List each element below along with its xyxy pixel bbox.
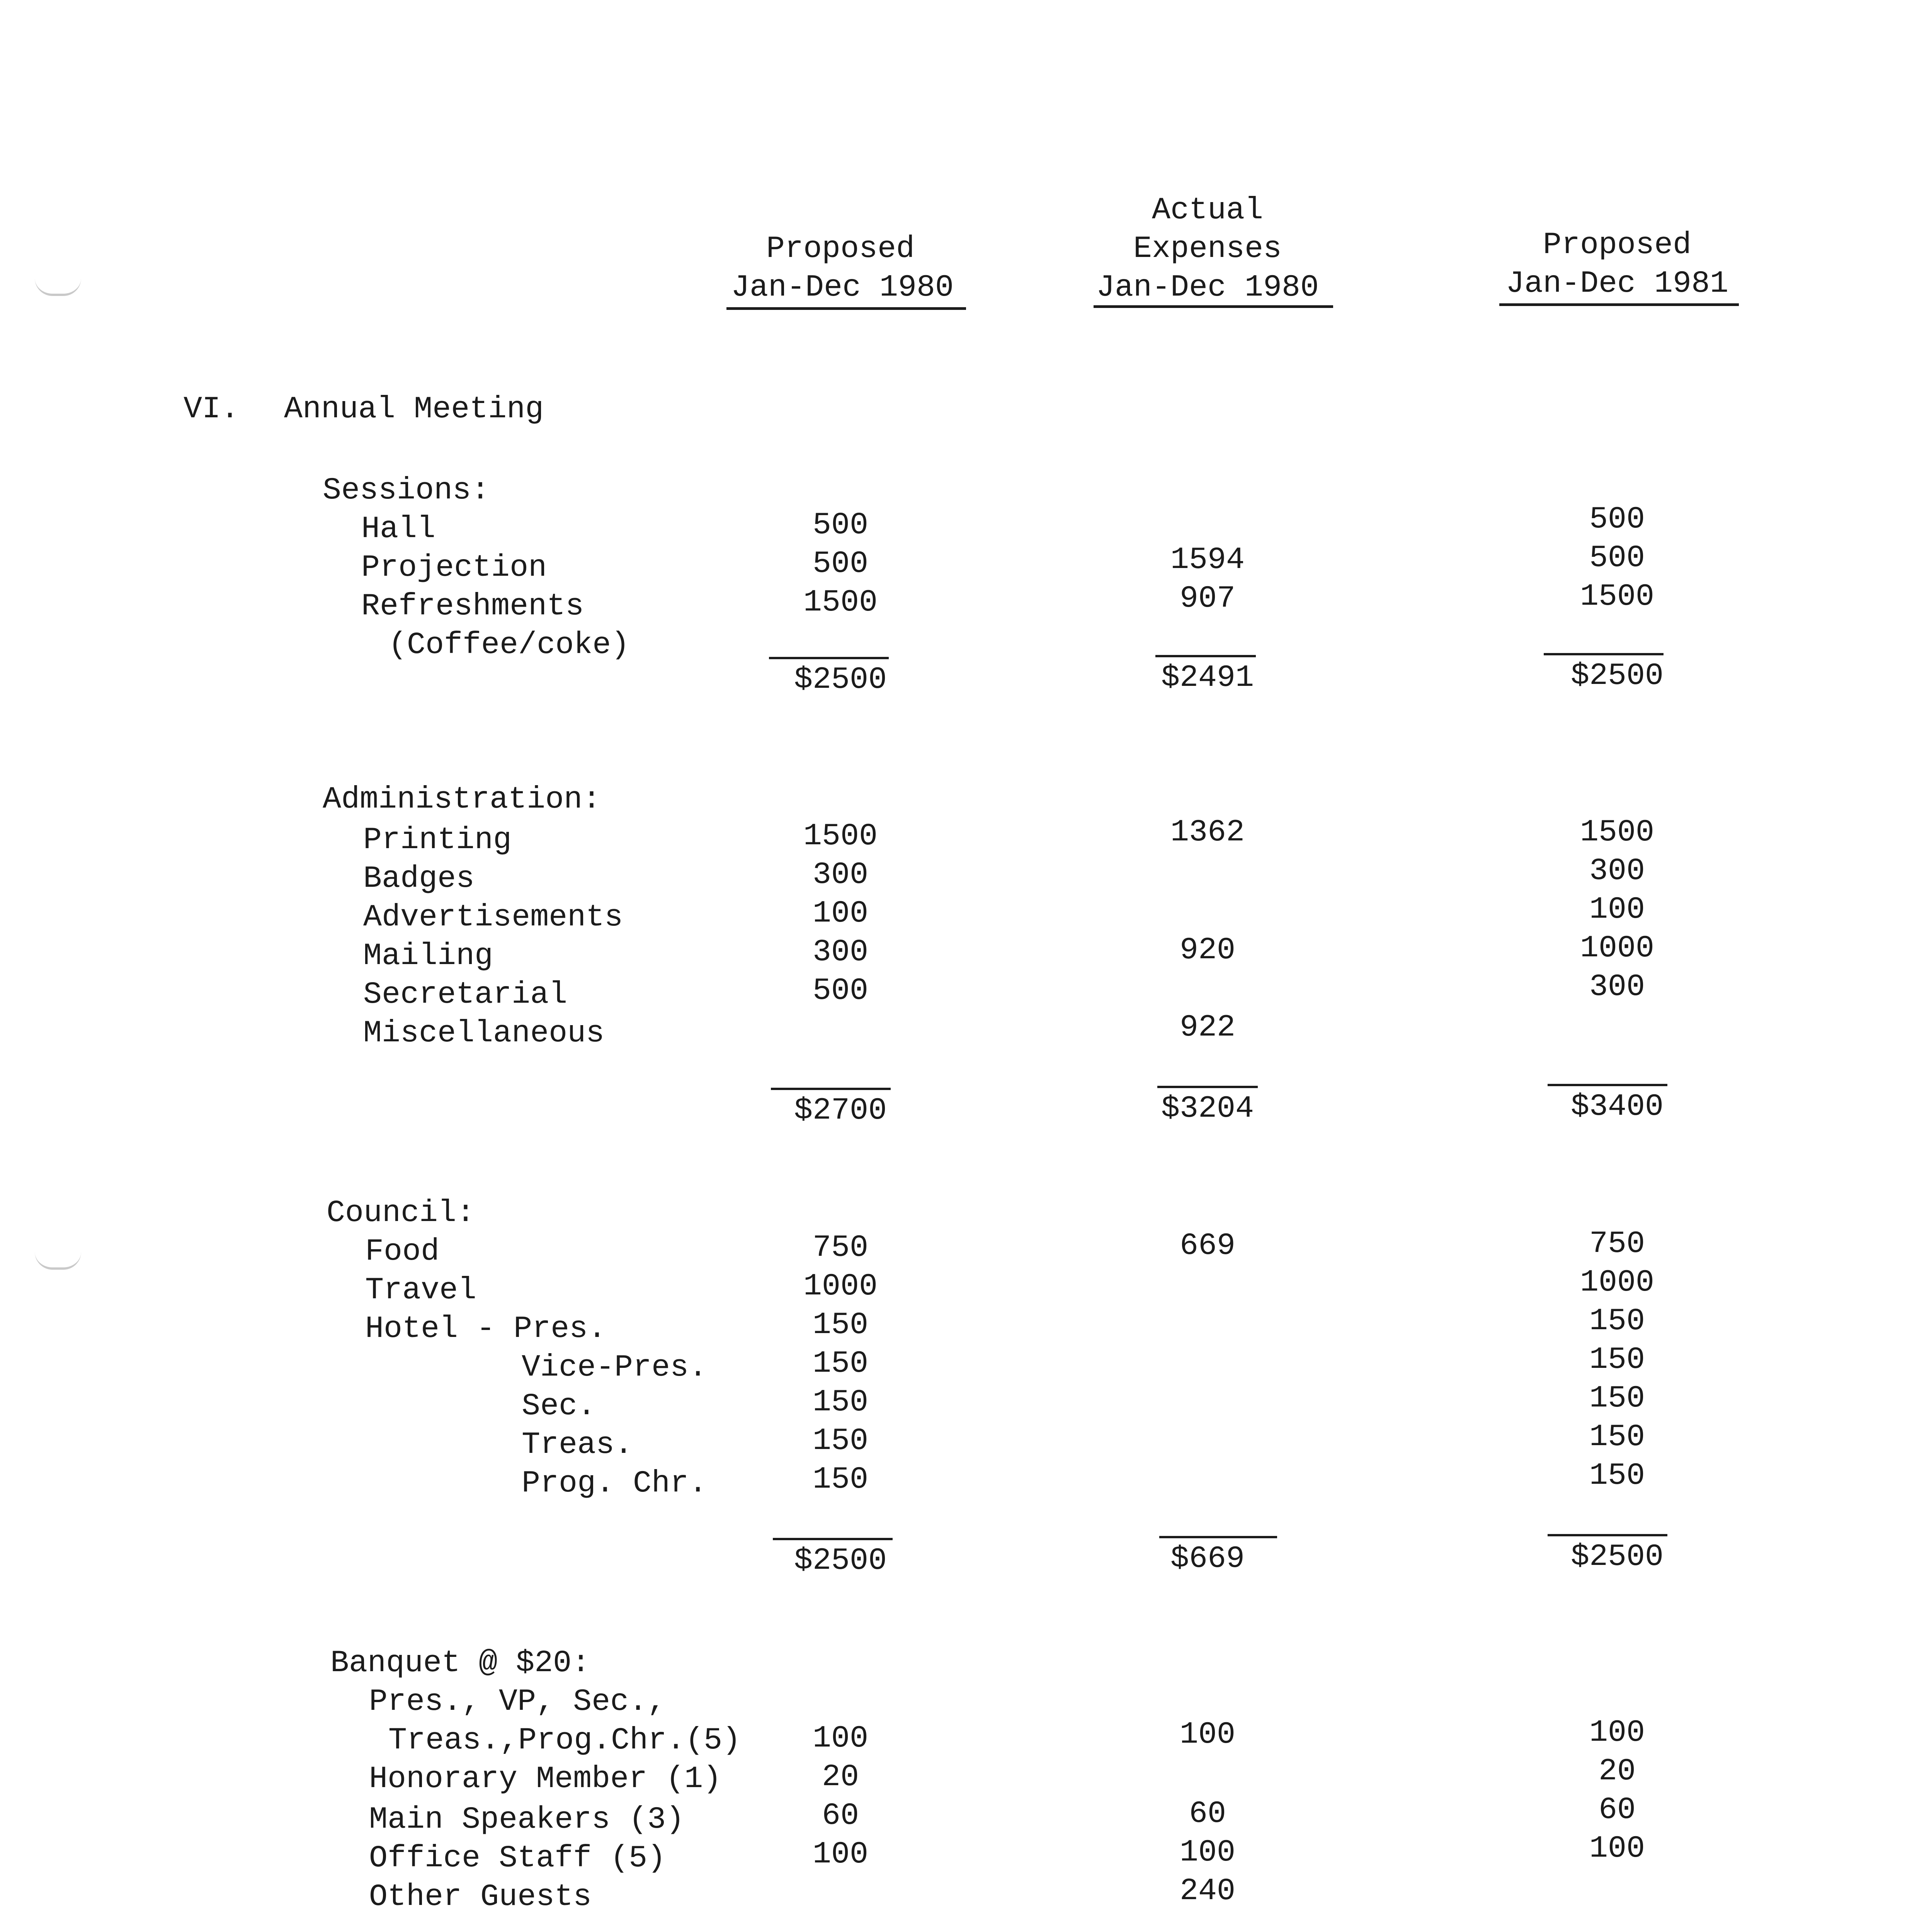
banquet-officers-c2: 100 xyxy=(1179,1717,1236,1752)
council-food-c1: 750 xyxy=(812,1230,869,1265)
header-col3-line1: Proposed xyxy=(1543,228,1692,263)
banquet-office-staff-c2: 100 xyxy=(1179,1835,1236,1870)
sessions-rule-c1 xyxy=(769,657,889,659)
banquet-label-office-staff: Office Staff (5) xyxy=(369,1841,666,1876)
binder-mark-top xyxy=(35,278,81,296)
admin-printing-c3: 1500 xyxy=(1580,815,1655,850)
council-label-vice-pres: Vice-Pres. xyxy=(522,1350,708,1385)
council-label-treas: Treas. xyxy=(522,1427,633,1463)
banquet-other-guests-c2: 240 xyxy=(1179,1874,1236,1909)
council-label-hotel-pres: Hotel - Pres. xyxy=(365,1311,607,1347)
banquet-speakers-c1: 60 xyxy=(822,1798,859,1833)
council-rule-c2 xyxy=(1159,1536,1277,1538)
header-col2-line3: Jan-Dec 1980 xyxy=(1096,270,1319,305)
section-title: Annual Meeting xyxy=(284,392,544,427)
header-col3-line2: Jan-Dec 1981 xyxy=(1505,266,1729,301)
banquet-label-other-guests: Other Guests xyxy=(369,1879,592,1915)
banquet-honorary-c3: 20 xyxy=(1598,1754,1636,1789)
sessions-refreshments-c3: 1500 xyxy=(1580,579,1655,614)
sessions-label-hall: Hall xyxy=(361,512,436,547)
admin-rule-c2 xyxy=(1157,1086,1258,1088)
admin-label-secretarial: Secretarial xyxy=(363,977,568,1012)
admin-total-c1: $2700 xyxy=(794,1093,887,1128)
council-food-c2: 669 xyxy=(1179,1228,1236,1264)
admin-secretarial-c3: 300 xyxy=(1589,969,1645,1005)
header-col1-line1: Proposed xyxy=(766,231,915,267)
council-prog-chr-c3: 150 xyxy=(1589,1458,1645,1493)
sessions-total-c1: $2500 xyxy=(794,662,887,697)
sessions-label-projection: Projection xyxy=(361,550,547,585)
council-total-c1: $2500 xyxy=(794,1543,887,1578)
sessions-rule-c2 xyxy=(1155,655,1256,657)
council-food-c3: 750 xyxy=(1589,1226,1645,1262)
council-total-c3: $2500 xyxy=(1570,1539,1664,1575)
council-sec-c1: 150 xyxy=(812,1385,869,1420)
admin-total-c3: $3400 xyxy=(1570,1089,1664,1124)
banquet-heading: Banquet @ $20: xyxy=(330,1646,590,1681)
council-rule-c1 xyxy=(773,1538,893,1540)
sessions-projection-c3: 500 xyxy=(1589,541,1645,576)
section-number: VI. xyxy=(184,392,240,427)
council-label-prog-chr: Prog. Chr. xyxy=(522,1466,708,1501)
council-treas-c3: 150 xyxy=(1589,1420,1645,1455)
admin-printing-c1: 1500 xyxy=(803,819,878,854)
header-col2-line1: Actual xyxy=(1152,193,1264,228)
council-treas-c1: 150 xyxy=(812,1423,869,1459)
council-label-travel: Travel xyxy=(365,1273,477,1308)
banquet-office-staff-c3: 100 xyxy=(1589,1831,1645,1866)
council-vice-pres-c3: 150 xyxy=(1589,1342,1645,1378)
banquet-office-staff-c1: 100 xyxy=(812,1837,869,1872)
banquet-label-speakers: Main Speakers (3) xyxy=(369,1802,685,1837)
sessions-heading: Sessions: xyxy=(323,473,490,508)
admin-label-printing: Printing xyxy=(363,823,512,858)
header-col3-underline xyxy=(1499,303,1739,306)
council-total-c2: $669 xyxy=(1170,1541,1245,1577)
admin-miscellaneous-c2: 922 xyxy=(1179,1010,1236,1045)
admin-secretarial-c1: 500 xyxy=(812,973,869,1009)
banquet-label-honorary: Honorary Member (1) xyxy=(369,1762,722,1797)
council-label-sec: Sec. xyxy=(522,1389,596,1424)
sessions-refreshments-c2: 907 xyxy=(1179,581,1236,616)
admin-total-c2: $3204 xyxy=(1161,1091,1254,1126)
header-col1-line2: Jan-Dec 1980 xyxy=(731,270,954,305)
admin-mailing-c3: 1000 xyxy=(1580,931,1655,966)
council-vice-pres-c1: 150 xyxy=(812,1346,869,1381)
council-hotel-pres-c3: 150 xyxy=(1589,1304,1645,1339)
admin-label-advertisements: Advertisements xyxy=(363,900,623,935)
admin-badges-c3: 300 xyxy=(1589,854,1645,889)
admin-label-mailing: Mailing xyxy=(363,939,493,974)
banquet-speakers-c2: 60 xyxy=(1189,1796,1226,1832)
header-col2-underline xyxy=(1094,305,1333,308)
banquet-speakers-c3: 60 xyxy=(1598,1793,1636,1828)
sessions-refreshments-c1: 1500 xyxy=(803,585,878,620)
header-col2-line2: Expenses xyxy=(1133,231,1282,267)
council-travel-c1: 1000 xyxy=(803,1269,878,1304)
header-col1-underline xyxy=(726,307,966,310)
admin-printing-c2: 1362 xyxy=(1170,815,1245,850)
admin-label-miscellaneous: Miscellaneous xyxy=(363,1016,605,1051)
administration-heading: Administration: xyxy=(323,782,601,817)
admin-mailing-c1: 300 xyxy=(812,935,869,970)
binder-mark-middle xyxy=(35,1252,81,1270)
council-prog-chr-c1: 150 xyxy=(812,1462,869,1497)
admin-label-badges: Badges xyxy=(363,861,475,896)
admin-badges-c1: 300 xyxy=(812,857,869,893)
banquet-label-officers-1: Pres., VP, Sec., xyxy=(369,1684,666,1719)
banquet-label-officers-2: Treas.,Prog.Chr.(5) xyxy=(388,1723,741,1758)
admin-advertisements-c3: 100 xyxy=(1589,892,1645,927)
admin-advertisements-c1: 100 xyxy=(812,896,869,931)
sessions-total-c2: $2491 xyxy=(1161,660,1254,696)
council-sec-c3: 150 xyxy=(1589,1381,1645,1416)
banquet-officers-c1: 100 xyxy=(812,1721,869,1756)
sessions-label-coffee: (Coffee/coke) xyxy=(388,628,630,663)
sessions-label-refreshments: Refreshments xyxy=(361,589,584,624)
sessions-hall-c3: 500 xyxy=(1589,502,1645,537)
admin-rule-c1 xyxy=(771,1088,891,1090)
banquet-honorary-c1: 20 xyxy=(822,1760,859,1795)
sessions-projection-c1: 500 xyxy=(812,546,869,582)
sessions-projection-c2: 1594 xyxy=(1170,543,1245,578)
council-rule-c3 xyxy=(1548,1534,1667,1536)
sessions-total-c3: $2500 xyxy=(1570,658,1664,694)
council-heading: Council: xyxy=(327,1196,475,1231)
council-label-food: Food xyxy=(365,1234,440,1269)
council-hotel-pres-c1: 150 xyxy=(812,1308,869,1343)
sessions-rule-c3 xyxy=(1544,653,1664,655)
banquet-officers-c3: 100 xyxy=(1589,1715,1645,1750)
admin-mailing-c2: 920 xyxy=(1179,933,1236,968)
sessions-hall-c1: 500 xyxy=(812,508,869,543)
council-travel-c3: 1000 xyxy=(1580,1265,1655,1300)
admin-rule-c3 xyxy=(1548,1084,1667,1086)
